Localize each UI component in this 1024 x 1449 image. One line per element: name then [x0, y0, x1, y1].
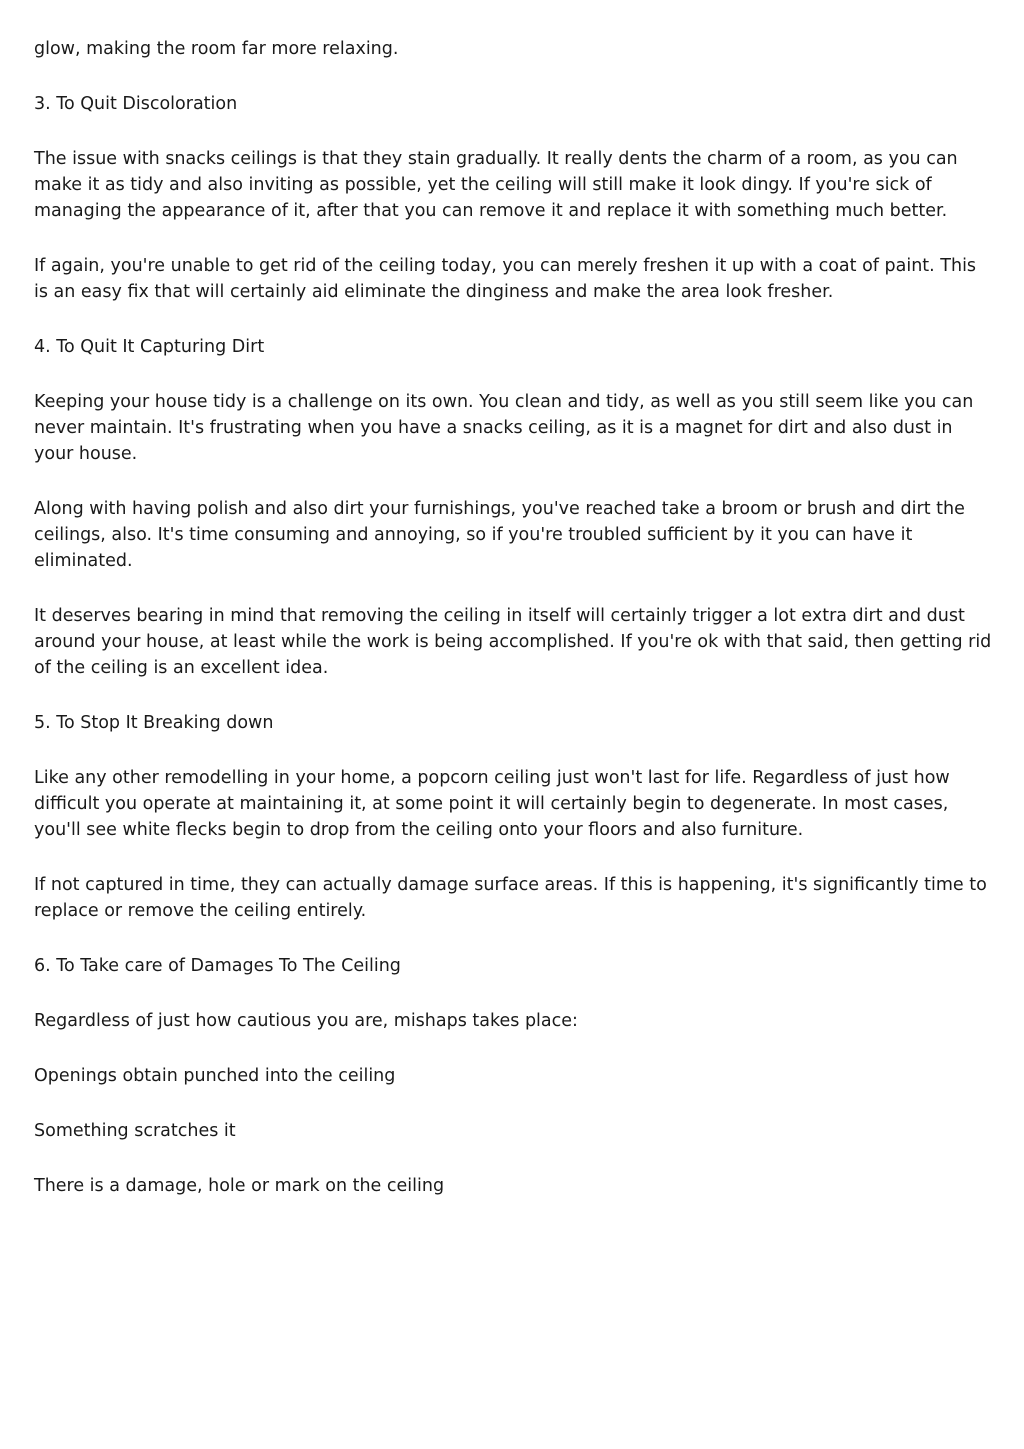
document-page — [34, 36, 994, 1228]
list-item: There is a damage, hole or mark on the ceiling — [34, 1176, 445, 1196]
section-heading-6: 6. To Take care of Damages To The Ceiling — [34, 956, 401, 976]
section-heading-5: 5. To Stop It Breaking down — [34, 713, 274, 733]
paragraph: Like any other remodelling in your home, a popcorn ceiling just won't last for life. Regardless of just how difficult you operate at maintaining it, at some point it will certainly begin to degenerate. In most cases, you'll see white flecks begin to drop from the ceiling onto your floors and also furniture. — [34, 768, 950, 840]
list-item: Something scratches it — [34, 1121, 236, 1141]
paragraph: Keeping your house tidy is a challenge on its own. You clean and tidy, as well as you still seem like you can never maintain. It's frustrating when you have a snacks ceiling, as it is a magnet for dirt and also dust in your house. — [34, 392, 974, 464]
section-heading-4: 4. To Quit It Capturing Dirt — [34, 337, 265, 357]
paragraph: If not captured in time, they can actually damage surface areas. If this is happening, it's significantly time to replace or remove the ceiling entirely. — [34, 875, 987, 921]
section-heading-3: 3. To Quit Discoloration — [34, 94, 238, 114]
paragraph: If again, you're unable to get rid of the ceiling today, you can merely freshen it up with a coat of paint. This is an easy fix that will certainly aid eliminate the dinginess and make the area look fresher. — [34, 256, 977, 302]
paragraph: Regardless of just how cautious you are, mishaps takes place: — [34, 1011, 578, 1031]
paragraph: It deserves bearing in mind that removing the ceiling in itself will certainly trigger a lot extra dirt and dust around your house, at least while the work is being accomplished. If you're ok with that said, then getting rid of the ceiling is an excellent idea. — [34, 606, 992, 678]
paragraph: Along with having polish and also dirt your furnishings, you've reached take a broom or brush and dirt the ceilings, also. It's time consuming and annoying, so if you're troubled sufficient by it you can have it eliminated. — [34, 499, 965, 571]
paragraph: The issue with snacks ceilings is that they stain gradually. It really dents the charm of a room, as you can make it as tidy and also inviting as possible, yet the ceiling will still make it look dingy. If you're sick of managing the appearance of it, after that you can remove it and replace it with something much better. — [34, 149, 958, 221]
list-item: Openings obtain punched into the ceiling — [34, 1066, 396, 1086]
paragraph-continuation: glow, making the room far more relaxing. — [34, 39, 399, 59]
